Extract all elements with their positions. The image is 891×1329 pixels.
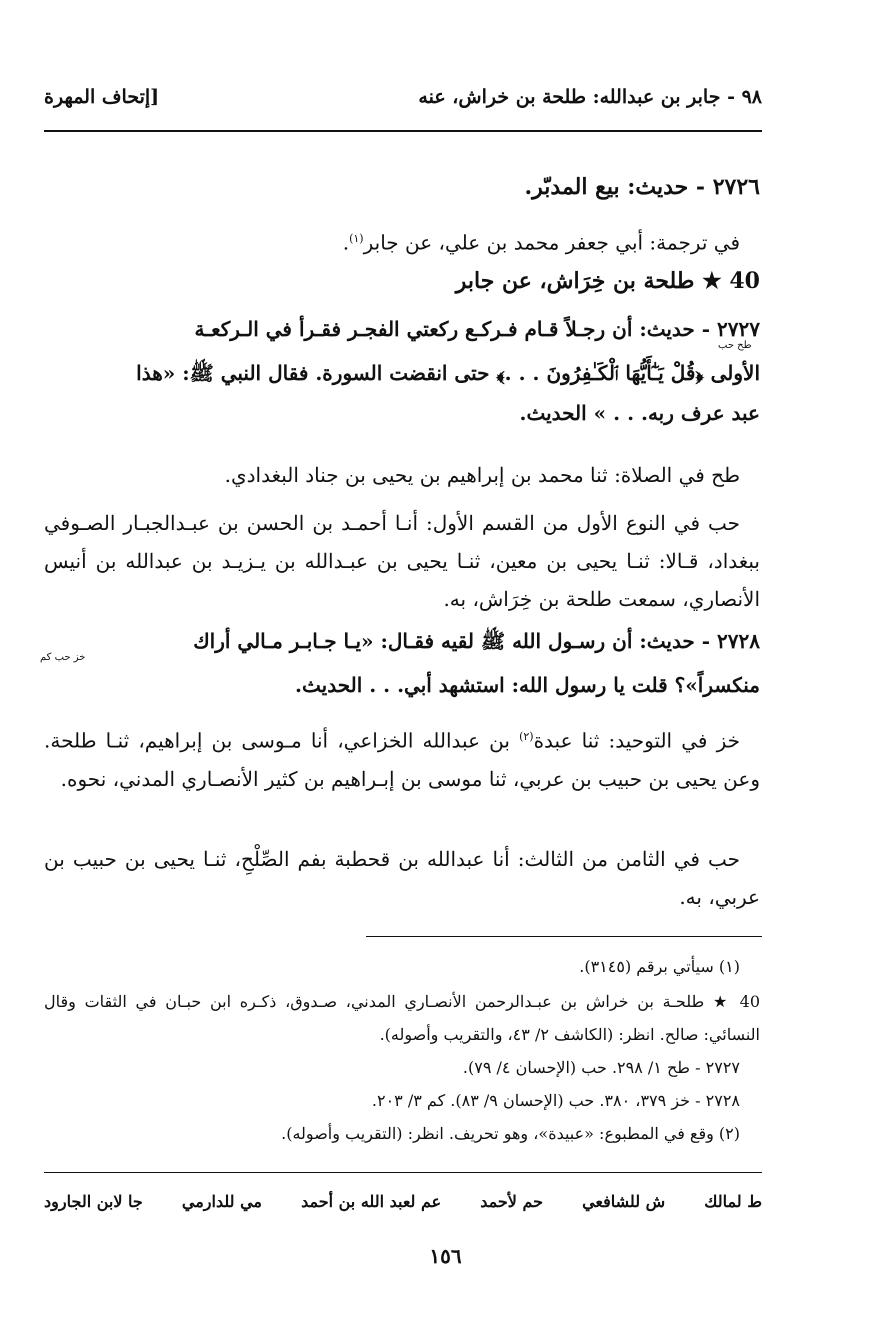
footnote-separator bbox=[366, 936, 762, 937]
abbr-darimi: مي للدارمي bbox=[181, 1192, 262, 1211]
hadith-2728-margin-sigla: خز حب كم bbox=[40, 652, 86, 663]
ibn-hibban-source-1: حب في النوع الأول من القسم الأول: أنـا أحمـد بن الحسن بن عبـدالجبـار الصـوفي ببغداد، قـالا: ثنـا يحيى بن معين، ثنـا يحيى بن عبـدالله بن يـزيـد بن عبدالله بن أنيس الأنصاري، سمعت طلحة بن خِرَاش، به. bbox=[44, 511, 760, 611]
footnote-section-40: 40 ★ طلحـة بن خراش بن عبـدالرحمن الأنصـاري المدني، صـدوق، ذكـره ابن حبـان في الثقات وقال النسائي: صالح. انظر: (الكاشف ٢/ ٤٣، والتقريب وأصوله). bbox=[44, 992, 760, 1044]
abbr-abdullah-ibn-ahmad: عم لعبد الله بن أحمد bbox=[301, 1192, 442, 1211]
hadith-2727-margin-sigla: طح حب bbox=[718, 340, 752, 351]
hadith-2728-line-1: ٢٧٢٨ - حديث: أن رسـول الله ﷺ لقيه فقـال: «يـا جـابـر مـالي أراك bbox=[193, 629, 760, 653]
page-number: ١٥٦ bbox=[429, 1244, 462, 1268]
footnote-2728: ٢٧٢٨ - خز ٣٧٩، ٣٨٠. حب (الإحسان ٩/ ٨٣). كم ٣/ ٢٠٣. bbox=[371, 1091, 740, 1110]
footnote-2727: ٢٧٢٧ - طح ١/ ٢٩٨. حب (الإحسان ٤/ ٧٩). bbox=[462, 1058, 740, 1077]
hadith-2728-line-2: منكسراً»؟ قلت يا رسول الله: استشهد أبي. . . الحديث. bbox=[295, 673, 760, 697]
abbr-ibn-al-jarud: جا لابن الجارود bbox=[44, 1192, 143, 1211]
header-chapter-title: ٩٨ - جابر بن عبدالله: طلحة بن خراش، عنه bbox=[418, 86, 762, 108]
abbreviation-key bbox=[44, 1192, 762, 1211]
section-40-heading: 40 ★ طلحة بن خِرَاش، عن جابر bbox=[455, 268, 760, 294]
hadith-2727-line-1: ٢٧٢٧ - حديث: أن رجـلاً قـام فـركـع ركعتي الفجـر فقـرأ في الـركعـة bbox=[194, 317, 760, 341]
abbr-malik: ط لمالك bbox=[704, 1192, 762, 1211]
ibn-khuzaymah-source: خز في التوحيد: ثنا عبدة$^{(٢)}$ بن عبدالله الخزاعي، أنا مـوسى بن إبراهيم، ثنـا طلحة. وعن يحيى بن حبيب بن عربي، ثنا موسى بن إبـراهيم بن كثير الأنصـاري المدني، نحوه. bbox=[44, 728, 760, 791]
footnote-1: (١) سيأتي برقم (٣١٤٥). bbox=[579, 957, 740, 976]
abbr-ahmad: حم لأحمد bbox=[480, 1192, 544, 1211]
ibn-hibban-source-2: حب في الثامن من الثالث: أنا عبدالله بن قحطبة بفم الصِّلْحِ، ثنـا يحيى بن حبيب بن عربي، به. bbox=[44, 847, 760, 909]
hadith-2726-reference: في ترجمة: أبي جعفر محمد بن علي، عن جابر$^{(١)}$. bbox=[342, 230, 740, 255]
hadith-2727-text bbox=[44, 310, 760, 432]
hadith-2728-text bbox=[44, 622, 760, 704]
hadith-2727-line-3: عبد عرف ربه. . . » الحديث. bbox=[519, 401, 760, 425]
hadith-2727-line-2: الأولى ﴿قُلْ يَـٰٓأَيُّهَا ٱلْكَـٰفِرُونَ . . .﴾ حتى انقضت السورة. فقال النبي ﷺ: «هذا bbox=[136, 361, 760, 385]
abbreviation-rule bbox=[44, 1172, 762, 1173]
footnote-marker-2: (٢) bbox=[519, 730, 534, 743]
hadith-2726-heading: ٢٧٢٦ - حديث: بيع المدبّر. bbox=[524, 174, 760, 200]
footnotes bbox=[44, 950, 760, 1150]
running-header bbox=[44, 86, 762, 120]
tahawi-source: طح في الصلاة: ثنا محمد بن إبراهيم بن يحيى بن جناد البغدادي. bbox=[224, 463, 740, 487]
abbr-shafii: ش للشافعي bbox=[582, 1192, 666, 1211]
footnote-2: (٢) وقع في المطبوع: «عبيدة»، وهو تحريف. انظر: (التقريب وأصوله). bbox=[281, 1124, 740, 1143]
header-book-title: [إتحاف المهرة bbox=[44, 86, 160, 108]
header-rule bbox=[44, 130, 762, 132]
footnote-marker-1: (١) bbox=[349, 232, 364, 245]
